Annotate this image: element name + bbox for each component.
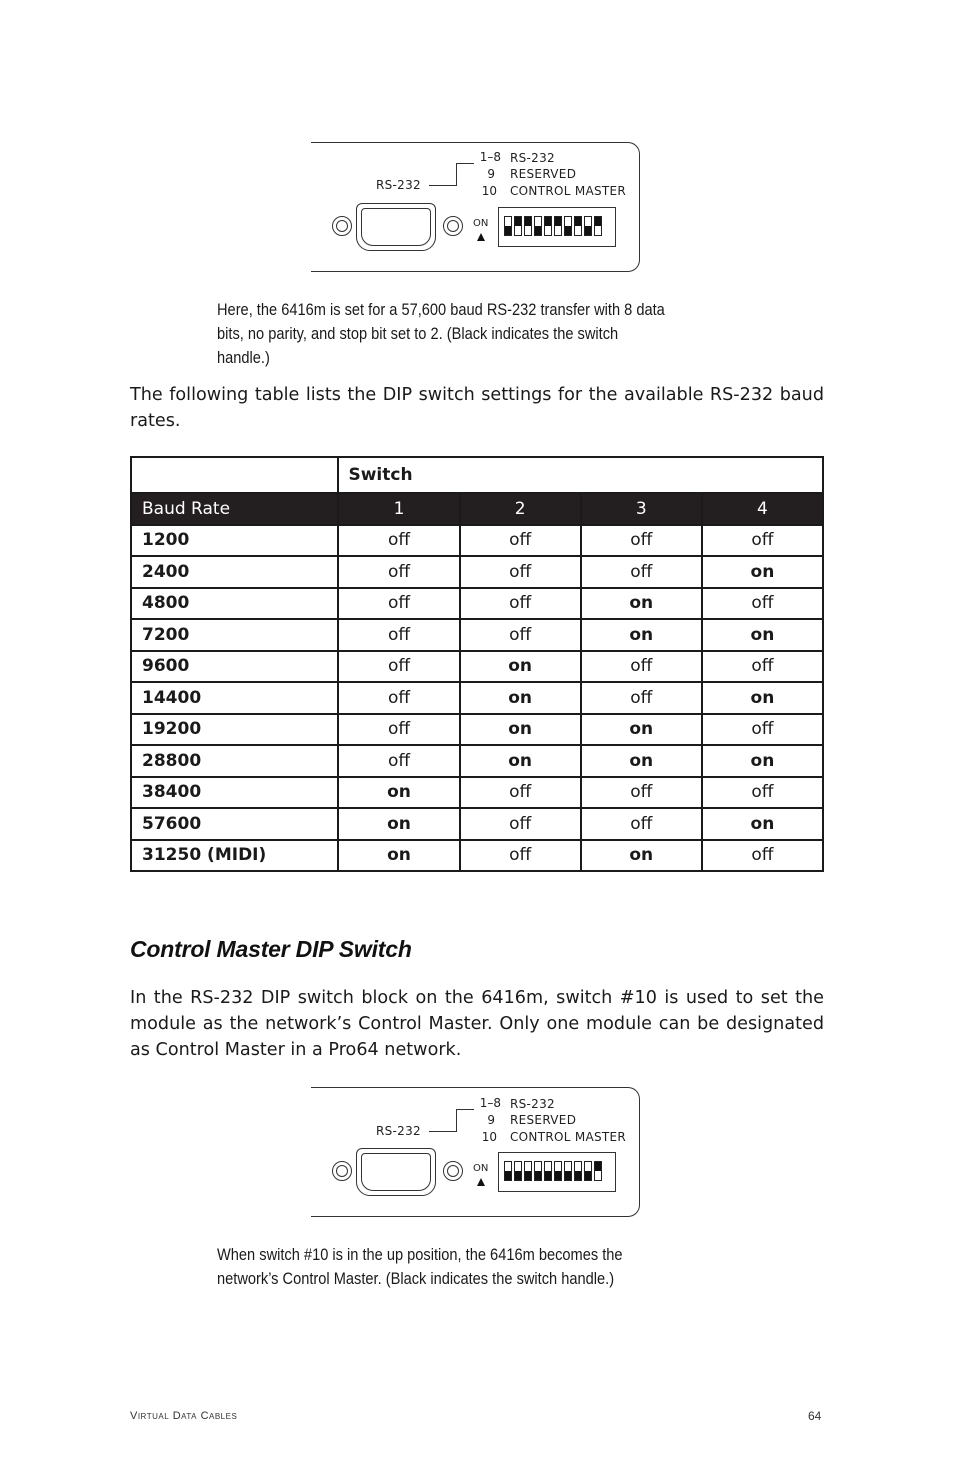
- table-row: [131, 525, 823, 557]
- table-row: [131, 840, 823, 872]
- bracket-line: [456, 163, 457, 186]
- baud-rate-cell: 2400: [131, 556, 338, 588]
- baud-rate-cell: 7200: [131, 619, 338, 651]
- table-row: [131, 619, 823, 651]
- switch-handle: [565, 226, 571, 235]
- legend-text: RESERVED: [510, 1113, 577, 1127]
- baud-rate-cell: 57600: [131, 808, 338, 840]
- switch-4-cell: off: [702, 525, 823, 557]
- legend-text: RS-232: [510, 151, 555, 165]
- switch-4-cell: on: [702, 745, 823, 777]
- switch-2-cell: off: [460, 588, 581, 620]
- switch-handle: [525, 217, 531, 226]
- dip-switch-8: [574, 1161, 582, 1181]
- dip-switch-2: [514, 216, 522, 236]
- switch-2-cell: off: [460, 619, 581, 651]
- switch-2-cell: off: [460, 525, 581, 557]
- header-switch-2: 2: [460, 493, 581, 525]
- dip-switch-block: [498, 1152, 616, 1192]
- intro-paragraph: The following table lists the DIP switch settings for the available RS-232 baud rates.: [130, 385, 824, 431]
- baud-rate-cell: 14400: [131, 682, 338, 714]
- table-row: [131, 745, 823, 777]
- baud-rate-cell: 19200: [131, 714, 338, 746]
- legend-num: 1–8: [479, 150, 501, 164]
- figure-caption: When switch #10 is in the up position, the 6416m becomes the network’s Control Master. (Black indicates the switch handle.): [217, 1245, 623, 1288]
- dip-switch-10: [594, 1161, 602, 1181]
- baud-rate-cell: 28800: [131, 745, 338, 777]
- on-label: ON: [473, 1163, 489, 1174]
- switch-4-cell: on: [702, 808, 823, 840]
- dip-switch-8: [574, 216, 582, 236]
- switch-handle: [515, 1171, 521, 1180]
- switch-3-cell: off: [581, 556, 702, 588]
- dip-switch-9: [584, 1161, 592, 1181]
- baud-rate-table: [130, 456, 824, 872]
- legend-num: 10: [481, 184, 497, 198]
- db9-connector-icon: [356, 203, 436, 251]
- header-switch-4: 4: [702, 493, 823, 525]
- switch-2-cell: on: [460, 745, 581, 777]
- switch-4-cell: off: [702, 777, 823, 809]
- switch-1-cell: off: [338, 556, 459, 588]
- dip-switch-4: [534, 1161, 542, 1181]
- switch-handle: [505, 226, 511, 235]
- switch-4-cell: on: [702, 682, 823, 714]
- dip-switch-5: [544, 1161, 552, 1181]
- section-heading: Control Master DIP Switch: [130, 936, 412, 962]
- switch-4-cell: on: [702, 619, 823, 651]
- switch-3-cell: on: [581, 714, 702, 746]
- switch-3-cell: off: [581, 682, 702, 714]
- table-row: [131, 714, 823, 746]
- footer-title: Virtual Data Cables: [130, 1410, 238, 1422]
- table-row: [131, 682, 823, 714]
- bracket-line: [456, 1109, 457, 1132]
- bracket-line: [429, 1131, 456, 1132]
- switch-2-cell: off: [460, 808, 581, 840]
- baud-rate-cell: 1200: [131, 525, 338, 557]
- dip-switch-3: [524, 1161, 532, 1181]
- switch-2-cell: off: [460, 840, 581, 872]
- table-row: [131, 556, 823, 588]
- screw-icon: [443, 1161, 463, 1181]
- switch-3-cell: on: [581, 588, 702, 620]
- switch-handle: [565, 1171, 571, 1180]
- switch-1-cell: off: [338, 651, 459, 683]
- baud-rate-cell: 9600: [131, 651, 338, 683]
- switch-4-cell: off: [702, 840, 823, 872]
- switch-handle: [545, 217, 551, 226]
- switch-4-cell: off: [702, 651, 823, 683]
- header-switch-3: 3: [581, 493, 702, 525]
- baud-rate-cell: 31250 (MIDI): [131, 840, 338, 872]
- switch-handle: [535, 226, 541, 235]
- switch-4-cell: on: [702, 556, 823, 588]
- screw-icon: [332, 1161, 352, 1181]
- table-header-row: [131, 493, 823, 525]
- baud-rate-cell: 4800: [131, 588, 338, 620]
- dip-switch-7: [564, 1161, 572, 1181]
- legend-num: 9: [487, 1113, 495, 1127]
- switch-handle: [585, 1171, 591, 1180]
- switch-3-cell: on: [581, 745, 702, 777]
- switch-3-cell: off: [581, 525, 702, 557]
- switch-1-cell: on: [338, 777, 459, 809]
- switch-handle: [595, 217, 601, 226]
- dip-switch-4: [534, 216, 542, 236]
- screw-icon: [443, 216, 463, 236]
- screw-icon: [332, 216, 352, 236]
- switch-3-cell: off: [581, 651, 702, 683]
- dip-switch-block: [498, 207, 616, 247]
- switch-1-cell: off: [338, 619, 459, 651]
- table-row: [131, 588, 823, 620]
- dip-switch-6: [554, 216, 562, 236]
- switch-handle: [535, 1171, 541, 1180]
- table-group-header-row: [131, 457, 823, 493]
- switch-handle: [585, 226, 591, 235]
- dip-switch-1: [504, 216, 512, 236]
- switch-1-cell: on: [338, 808, 459, 840]
- table-row: [131, 777, 823, 809]
- switch-1-cell: off: [338, 745, 459, 777]
- switch-1-cell: off: [338, 682, 459, 714]
- switch-handle: [505, 1171, 511, 1180]
- switch-1-cell: off: [338, 714, 459, 746]
- on-label: ON: [473, 218, 489, 229]
- port-label: RS-232: [376, 1124, 421, 1138]
- dip-switch-5: [544, 216, 552, 236]
- switch-2-cell: on: [460, 651, 581, 683]
- dip-switch-7: [564, 216, 572, 236]
- switch-3-cell: off: [581, 777, 702, 809]
- switch-handle: [525, 1171, 531, 1180]
- switch-1-cell: off: [338, 588, 459, 620]
- header-baud-rate: Baud Rate: [131, 493, 338, 525]
- switch-handle: [575, 1171, 581, 1180]
- up-arrow-icon: [477, 233, 485, 241]
- switch-handle: [555, 1171, 561, 1180]
- dip-switch-9: [584, 216, 592, 236]
- switch-handle: [545, 1171, 551, 1180]
- switch-2-cell: on: [460, 714, 581, 746]
- dip-switch-1: [504, 1161, 512, 1181]
- db9-connector-icon: [356, 1148, 436, 1196]
- switch-1-cell: off: [338, 525, 459, 557]
- dip-switch-6: [554, 1161, 562, 1181]
- table-row: [131, 651, 823, 683]
- switch-group-header: Switch: [338, 457, 823, 493]
- switch-2-cell: off: [460, 556, 581, 588]
- port-label: RS-232: [376, 178, 421, 192]
- up-arrow-icon: [477, 1178, 485, 1186]
- switch-1-cell: on: [338, 840, 459, 872]
- dip-switch-10: [594, 216, 602, 236]
- legend-text: CONTROL MASTER: [510, 184, 627, 198]
- legend-num: 9: [487, 167, 495, 181]
- legend-text: RESERVED: [510, 167, 577, 181]
- blank-header-cell: [131, 457, 338, 493]
- baud-rate-cell: 38400: [131, 777, 338, 809]
- switch-handle: [595, 1162, 601, 1171]
- switch-2-cell: off: [460, 777, 581, 809]
- figure-caption: Here, the 6416m is set for a 57,600 baud RS-232 transfer with 8 data bits, no parity, and stop bit set to 2. (Black indicates the switch handle.): [217, 300, 665, 367]
- bracket-line: [429, 185, 456, 186]
- switch-handle: [515, 217, 521, 226]
- dip-switch-2: [514, 1161, 522, 1181]
- switch-4-cell: off: [702, 588, 823, 620]
- table-body: [131, 525, 823, 872]
- legend-num: 10: [481, 1130, 497, 1144]
- legend-text: RS-232: [510, 1097, 555, 1111]
- switch-3-cell: on: [581, 619, 702, 651]
- switch-handle: [555, 217, 561, 226]
- header-switch-1: 1: [338, 493, 459, 525]
- table-row: [131, 808, 823, 840]
- legend-text: CONTROL MASTER: [510, 1130, 627, 1144]
- page-number: 64: [808, 1409, 822, 1423]
- switch-4-cell: off: [702, 714, 823, 746]
- legend-num: 1–8: [479, 1096, 501, 1110]
- switch-handle: [575, 217, 581, 226]
- switch-3-cell: on: [581, 840, 702, 872]
- dip-switch-3: [524, 216, 532, 236]
- switch-2-cell: on: [460, 682, 581, 714]
- section-paragraph: In the RS-232 DIP switch block on the 6416m, switch #10 is used to set the module as the network’s Control Master. Only one module can be designated as Control Master in a Pro64 network.: [130, 988, 824, 1060]
- switch-3-cell: off: [581, 808, 702, 840]
